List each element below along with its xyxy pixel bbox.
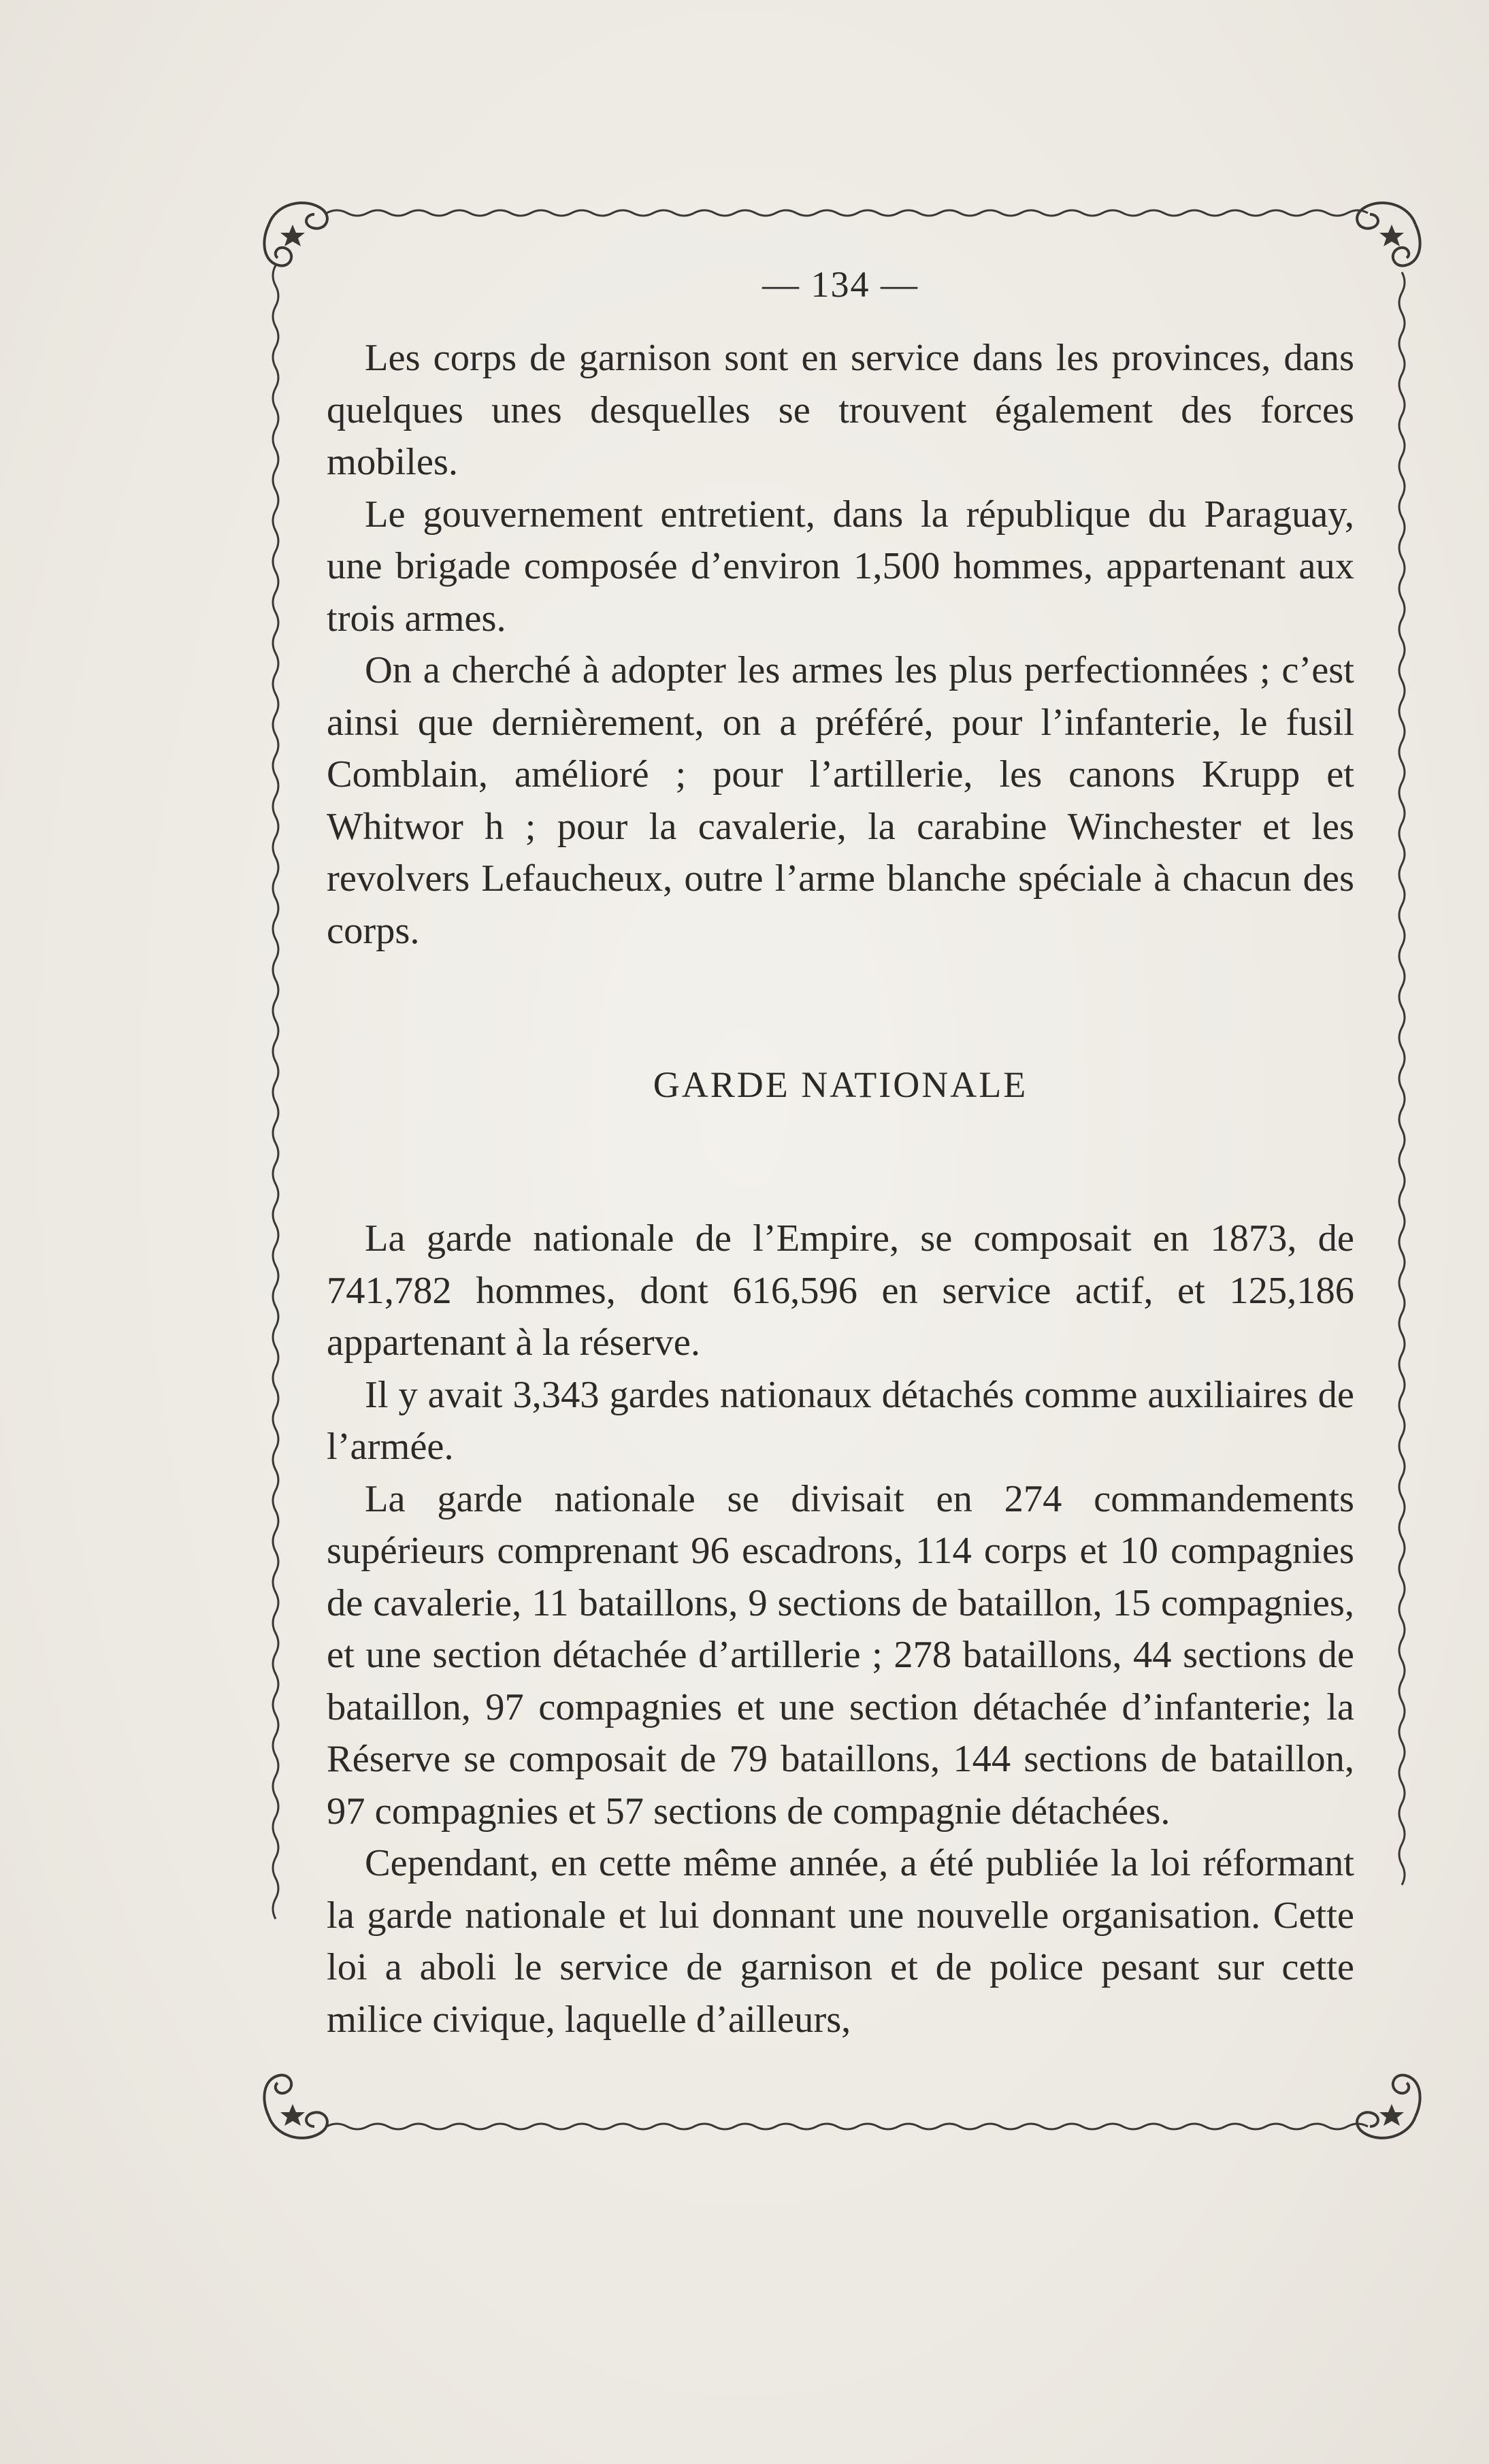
paragraph: Les corps de garnison sont en service dans les provinces, dans quelques unes desquelles se trouvent également des forces mobiles.	[327, 337, 1354, 483]
page-number: — 134 —	[762, 264, 919, 305]
bottom-border-line	[327, 2124, 1368, 2129]
corner-ornament-top-left	[264, 203, 327, 265]
right-border-line	[1399, 272, 1405, 1885]
section-title: GARDE NATIONALE	[653, 1064, 1028, 1105]
paragraph: La garde nationale de l’Empire, se composait en 1873, de 741,782 hommes, dont 616,596 en service actif, et 125,186 appartenant à la réserve.	[327, 1217, 1354, 1364]
paragraph: Cependant, en cette même année, a été publiée la loi réformant la garde nationale et lui donnant une nouvelle organisation. Cette loi a aboli le service de garnison et de police pesant sur cette milice civique, laquelle d’ailleurs,	[327, 1842, 1354, 2041]
top-border-line	[327, 210, 1368, 216]
left-border-line	[273, 265, 278, 1919]
paragraph: La garde nationale se divisait en 274 commandements supérieurs comprenant 96 escadrons, 114 corps et 10 compagnies de cavalerie, 11 bataillons, 9 sections de bataillon, 15 compagnies, et une section détachée d’artillerie ; 278 bataillons, 44 sections de bataillon, 97 compagnies et une section détachée d’infanterie; la Réserve se composait de 79 bataillons, 144 sections de bataillon, 97 compagnies et 57 sections de compagnie détachées.	[327, 1477, 1354, 1833]
page-content	[327, 259, 1354, 2046]
paragraph: Le gouvernement entretient, dans la république du Paraguay, une brigade composée d’environ 1,500 hommes, appartenant aux trois armes.	[327, 493, 1354, 640]
paragraph: On a cherché à adopter les armes les plus perfectionnées ; c’est ainsi que dernièrement, on a préféré, pour l’infanterie, le fusil Comblain, amélioré ; pour l’artillerie, les canons Krupp et Whitwor h ; pour la cavalerie, la carabine Winchester et les revolvers Lefaucheux, outre l’arme blanche spéciale à chacun des corps.	[327, 649, 1354, 952]
paragraph: Il y avait 3,343 gardes nationaux détachés comme auxiliaires de l’armée.	[327, 1373, 1354, 1468]
corner-ornament-bottom-right	[1357, 2075, 1420, 2138]
corner-ornament-bottom-left	[264, 2075, 327, 2138]
